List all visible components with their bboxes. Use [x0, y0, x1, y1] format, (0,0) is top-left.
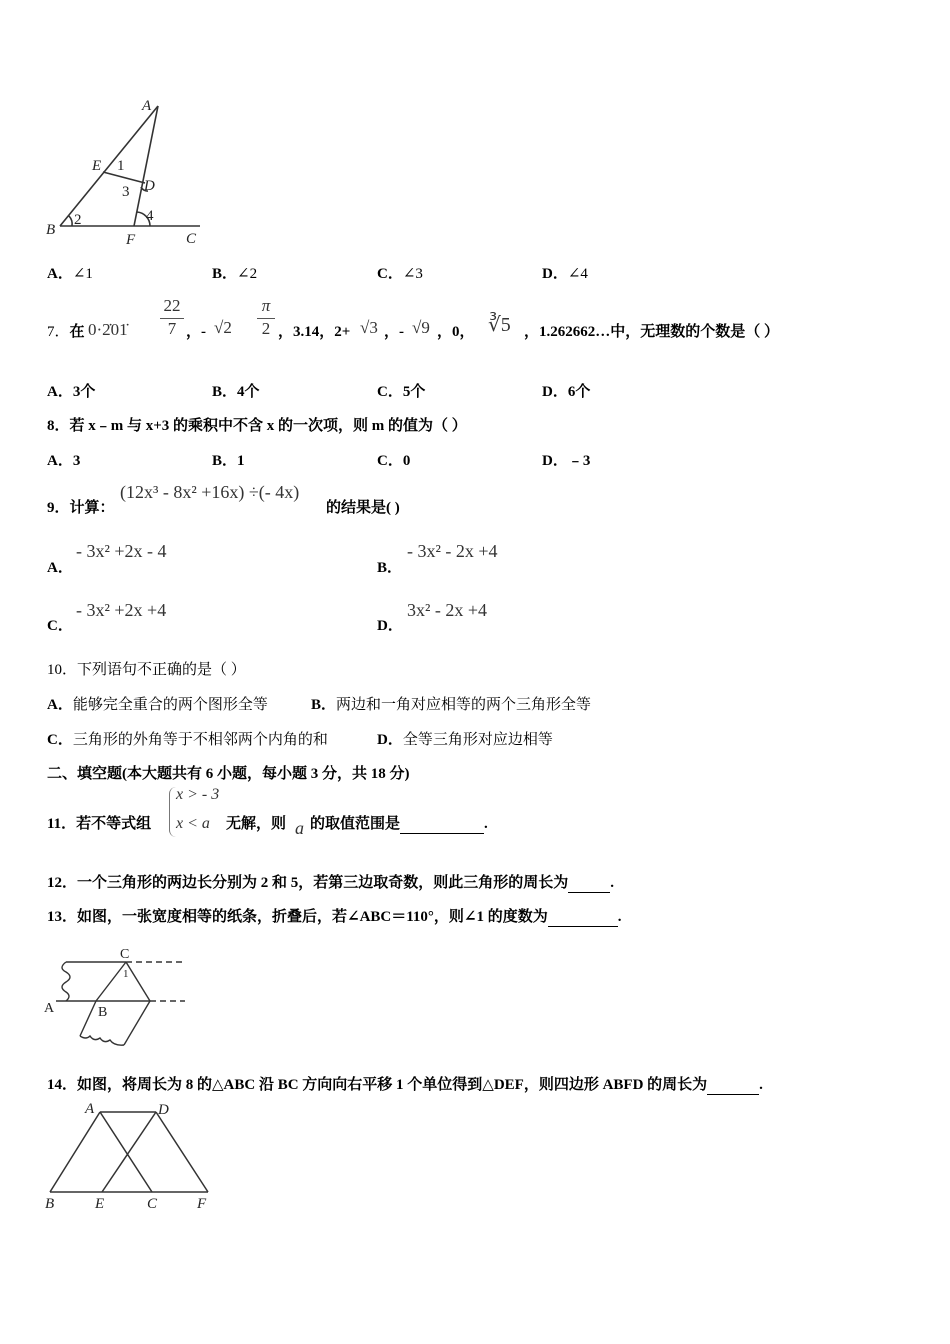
q10-option-c: C．三角形的外角等于不相邻两个内角的和: [47, 732, 328, 748]
folded-strip-figure-q13: [40, 940, 190, 1052]
q9-option-b: - 3x² - 2x +4: [407, 541, 498, 561]
section-2-heading: 二、填空题(本大题共有 6 小题，每小题 3 分，共 18 分): [47, 766, 410, 782]
fig13-label-1: 1: [123, 968, 129, 980]
translated-triangles-figure-q14: [40, 1096, 220, 1216]
fig14-label-f: F: [197, 1196, 207, 1212]
q7-tail: ，1.262662…中，无理数的个数是（ ）: [524, 324, 780, 340]
q10-option-b: B．两边和一角对应相等的两个三角形全等: [311, 697, 592, 713]
fig14-label-a: A: [85, 1101, 95, 1117]
q8-option-d: D．﹣3: [542, 453, 591, 469]
q11-inequality-2: x < a: [176, 815, 210, 832]
fig6-label-a: A: [142, 98, 152, 114]
q7-part-b: ，-: [384, 324, 404, 340]
fig14-label-d: D: [158, 1102, 169, 1118]
q6-option-d: D．∠4: [542, 266, 588, 282]
q6-option-a: A．∠1: [47, 266, 93, 282]
q8-option-b: B．1: [212, 453, 245, 469]
q12-text: 12．一个三角形的两边长分别为 2 和 5，若第三边取奇数，则此三角形的周长为 .: [47, 875, 615, 891]
q9-option-c: - 3x² +2x +4: [76, 600, 167, 620]
q9-option-d-key: D．: [377, 618, 403, 634]
fig6-label-f: F: [126, 232, 136, 247]
q7-option-c: C．5个: [377, 384, 426, 400]
q9-tail: 的结果是( ): [326, 500, 400, 516]
q7-sqrt-3: √3: [360, 318, 378, 337]
fig6-label-2: 2: [74, 212, 82, 228]
fig6-label-c: C: [186, 231, 197, 247]
q7-cube-root-5: ∛5: [488, 314, 511, 336]
q7-part-a: ，3.14，2+: [278, 324, 351, 340]
q10-text: 10．下列语句不正确的是（ ）: [47, 662, 246, 678]
q11-brace: [169, 787, 176, 837]
q7-fraction-22-7: 22 7: [160, 296, 184, 339]
fig14-label-e: E: [95, 1196, 105, 1212]
q10-option-d: D．全等三角形对应边相等: [377, 732, 553, 748]
q8-text: 8．若 x﹣m 与 x+3 的乘积中不含 x 的一次项，则 m 的值为（ ）: [47, 418, 467, 434]
fig6-label-1: 1: [117, 158, 125, 174]
q9-option-a: - 3x² +2x - 4: [76, 541, 167, 561]
q13-text: 13．如图，一张宽度相等的纸条，折叠后，若∠ABC＝110°，则∠1 的度数为 .: [47, 909, 622, 925]
q7-fraction-pi-2: π 2: [257, 296, 275, 339]
q7-option-d: D．6个: [542, 384, 591, 400]
fig13-label-a: A: [44, 1001, 55, 1016]
q11-lead: 11．若不等式组: [47, 816, 152, 832]
q7-part-c: ，0，: [437, 324, 475, 340]
fig6-label-b: B: [46, 222, 56, 238]
fig6-label-4: 4: [146, 208, 154, 224]
q8-option-a: A．3: [47, 453, 81, 469]
fig14-label-c: C: [147, 1196, 158, 1212]
q9-expression: (12x³ - 8x² +16x) ÷(- 4x): [120, 482, 300, 502]
q6-option-c: C．∠3: [377, 266, 423, 282]
q7-option-a: A．3个: [47, 384, 96, 400]
q7-sqrt-9: √9: [412, 318, 430, 337]
fig6-label-d: D: [144, 178, 155, 194]
fig13-label-b: B: [98, 1005, 108, 1020]
q6-option-b: B．∠2: [212, 266, 258, 282]
q11-tail: 的取值范围是 .: [310, 816, 488, 832]
triangle-figure-q6: [40, 95, 210, 247]
fig6-label-e: E: [92, 158, 102, 174]
q7-repeating-decimal: 0·2̇01̇: [88, 320, 128, 339]
q9-option-b-key: B．: [377, 560, 403, 576]
q9-option-d: 3x² - 2x +4: [407, 600, 488, 620]
fig13-label-c: C: [120, 947, 130, 962]
q10-option-a: A．能够完全重合的两个图形全等: [47, 697, 268, 713]
fig6-label-3: 3: [122, 184, 130, 200]
q9-option-c-key: C．: [47, 618, 73, 634]
q11-variable-a: a: [295, 818, 304, 838]
q8-option-c: C．0: [377, 453, 411, 469]
q7-sqrt-2: √2: [214, 318, 232, 337]
q9-option-a-key: A．: [47, 560, 73, 576]
q7-sep-1: ，-: [186, 324, 206, 340]
q11-mid: 无解，则: [226, 816, 287, 832]
fig14-label-b: B: [45, 1196, 55, 1212]
q11-inequality-1: x > - 3: [176, 786, 220, 803]
q7-option-b: B．4个: [212, 384, 260, 400]
q7-number: 7．在: [47, 324, 85, 340]
q9-lead: 9．计算：: [47, 500, 115, 516]
q14-text: 14．如图，将周长为 8 的△ABC 沿 BC 方向向右平移 1 个单位得到△DEF，则四边形 ABFD 的周长为 .: [47, 1077, 763, 1093]
